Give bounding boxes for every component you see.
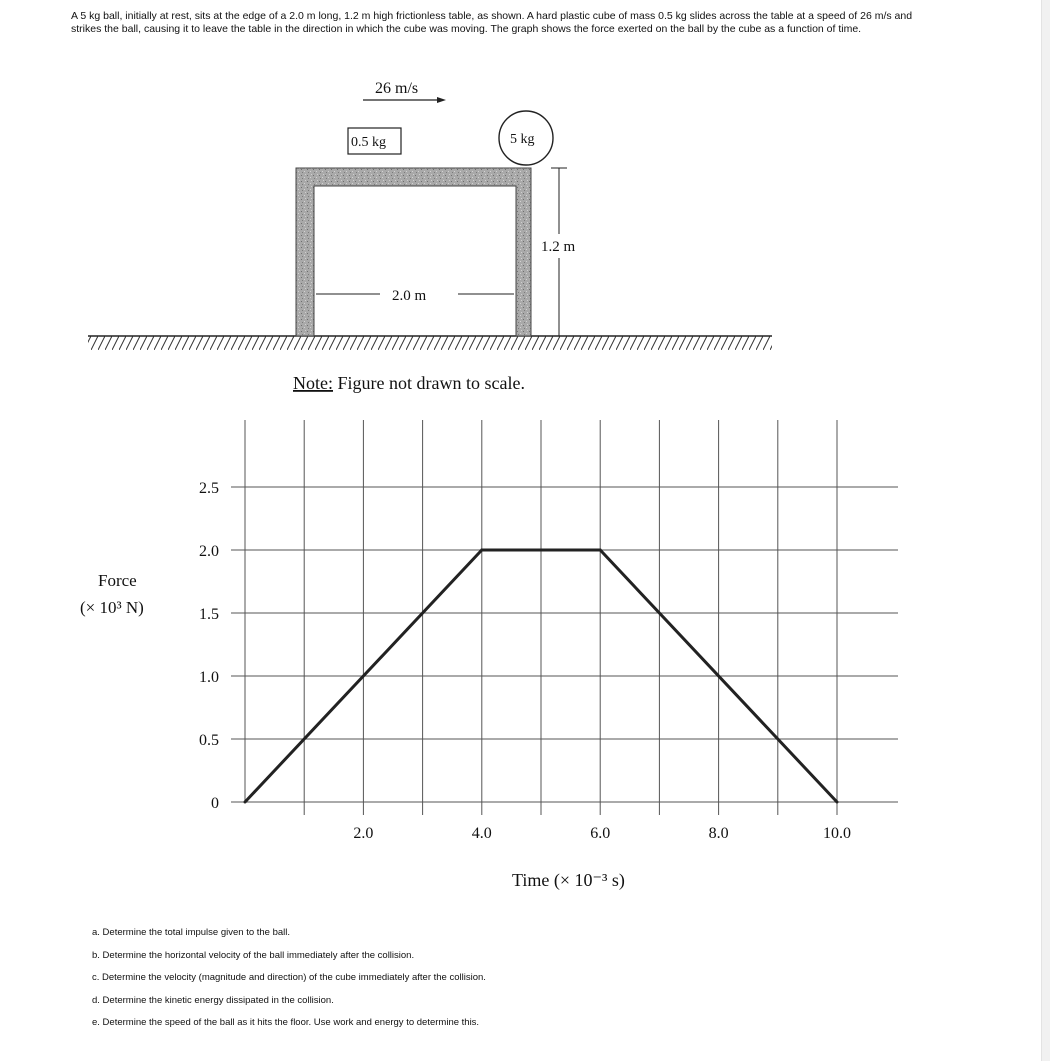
question-a: a. Determine the total impulse given to the ball. [92, 927, 291, 938]
question-list [92, 927, 486, 1040]
question-d: d. Determine the kinetic energy dissipated in the collision. [92, 994, 334, 1006]
chart-grid [231, 420, 898, 815]
force-data-point [244, 801, 247, 804]
y-tick-label: 2.5 [199, 480, 219, 497]
table-diagram [88, 80, 772, 393]
cube-speed-label: 26 m/s [375, 80, 419, 97]
question-e: e. Determine the speed of the ball as it hits the floor. Use work and energy to determine this. [92, 1017, 480, 1029]
problem-statement-line-2: strikes the ball, causing it to leave the table in the direction in which the cube was moving. The graph shows the force exerted on the ball by the cube as a function of time. [71, 23, 862, 35]
vertical-scrollbar[interactable] [1041, 0, 1050, 1061]
y-tick-label: 2.0 [199, 543, 219, 560]
figure-note-text: Figure not drawn to scale. [333, 373, 525, 393]
cube-mass-label: 0.5 kg [351, 135, 386, 150]
height-label: 1.2 m [541, 239, 576, 255]
y-tick-label: 1.0 [199, 669, 219, 686]
ball-mass-label: 5 kg [510, 132, 535, 147]
velocity-arrowhead [437, 97, 446, 103]
table [296, 168, 531, 336]
x-tick-label: 4.0 [471, 825, 492, 842]
x-tick-label: 2.0 [353, 825, 374, 842]
y-axis-label-line-2: (× 10³ N) [80, 598, 144, 617]
x-tick-label: 8.0 [708, 825, 729, 842]
force-time-chart [80, 420, 898, 891]
x-axis-label: Time (× 10⁻³ s) [512, 870, 625, 890]
problem-statement-line-1: A 5 kg ball, initially at rest, sits at the edge of a 2.0 m long, 1.2 m high frictionless table, as shown. A hard plastic cube of mass 0.5 kg slides across the table at a speed of 26 m/s and [71, 10, 913, 22]
y-tick-label: 1.5 [199, 606, 219, 623]
x-tick-label: 10.0 [823, 825, 851, 842]
force-data-point [480, 549, 483, 552]
x-tick-label: 6.0 [590, 825, 611, 842]
figure-note-prefix: Note: [293, 373, 333, 393]
figure-note [293, 373, 525, 393]
question-b: b. Determine the horizontal velocity of the ball immediately after the collision. [92, 949, 415, 961]
chart-tick-labels [199, 480, 861, 843]
force-data-point [836, 801, 839, 804]
floor-hatching [88, 336, 772, 350]
y-tick-label: 0 [211, 795, 219, 812]
y-axis-label-line-1: Force [98, 571, 137, 590]
force-data-point [599, 549, 602, 552]
question-c: c. Determine the velocity (magnitude and direction) of the cube immediately after the collision. [92, 972, 486, 984]
y-tick-label: 0.5 [199, 732, 219, 749]
length-label: 2.0 m [392, 288, 427, 304]
